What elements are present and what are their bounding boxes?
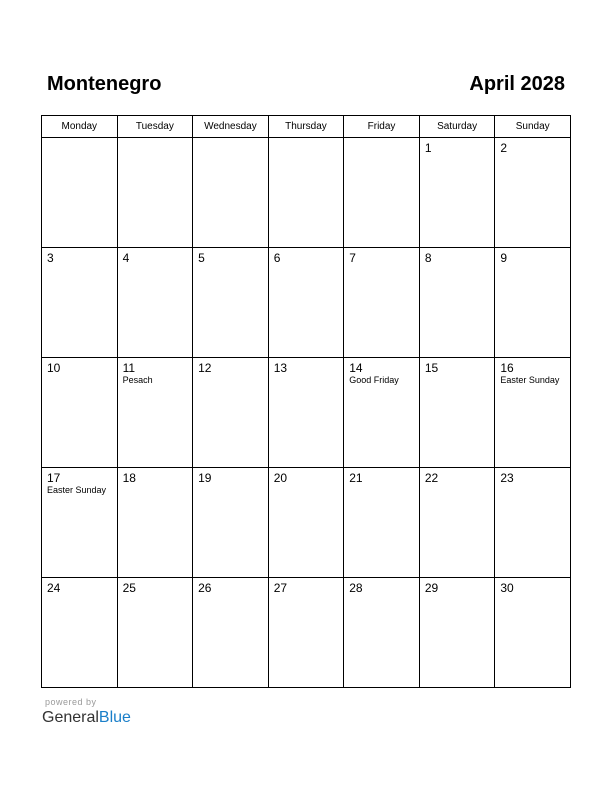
week-row [42,358,571,468]
weekday-header: Thursday [268,116,344,138]
holiday-label: Easter Sunday [500,375,560,385]
day-number: 17 [47,471,61,485]
day-cell [419,358,495,468]
day-number: 6 [273,251,281,265]
day-cell [344,138,420,248]
powered-by-text: powered by [45,697,97,707]
day-cell [419,468,495,578]
footer-branding [42,697,131,728]
country-title: Montenegro [47,73,162,95]
day-cell [193,578,269,688]
day-cell [419,578,495,688]
day-cell [117,138,193,248]
day-cell [344,358,420,468]
day-cell [117,358,193,468]
day-number: 24 [47,581,61,595]
day-number: 16 [500,361,514,375]
day-cell [268,138,344,248]
day-cell [495,358,571,468]
day-cell [344,578,420,688]
brand-name-blue: Blue [98,709,131,726]
day-number: 18 [122,471,136,485]
weekday-header-row [42,116,571,138]
day-number: 3 [47,251,54,265]
day-cell [193,248,269,358]
day-number: 15 [424,361,439,375]
day-cell [117,578,193,688]
month-year-title: April 2028 [469,73,565,95]
day-cell [268,468,344,578]
day-number: 14 [349,361,363,375]
weekday-header: Monday [42,116,118,138]
day-number: 28 [349,581,363,595]
brand-logo [42,708,131,728]
day-cell [193,468,269,578]
holiday-label: Pesach [122,375,153,385]
day-number: 13 [273,361,288,375]
day-cell [193,138,269,248]
day-number: 4 [122,251,130,265]
calendar-grid [41,115,571,688]
week-row [42,248,571,358]
week-row [42,578,571,688]
day-number: 27 [273,581,288,595]
day-number: 30 [500,581,514,595]
day-number: 2 [500,141,508,155]
day-number: 8 [424,251,432,265]
day-number: 1 [424,141,432,155]
day-number: 19 [198,471,212,485]
weekday-header: Saturday [419,116,495,138]
day-cell [419,248,495,358]
holiday-label: Good Friday [349,375,399,385]
day-number: 23 [500,471,514,485]
day-cell [117,248,193,358]
day-cell [419,138,495,248]
day-number: 12 [198,361,212,375]
day-cell [268,248,344,358]
day-cell [268,358,344,468]
day-number: 29 [424,581,439,595]
day-cell [42,138,118,248]
day-cell [344,248,420,358]
day-number: 22 [424,471,439,485]
day-cell [495,248,571,358]
day-cell [42,578,118,688]
day-number: 25 [122,581,136,595]
day-cell [495,578,571,688]
weekday-header: Friday [344,116,420,138]
day-cell [495,138,571,248]
day-number: 26 [198,581,212,595]
day-cell [42,468,118,578]
weekday-header: Wednesday [193,116,269,138]
weekday-header: Tuesday [117,116,193,138]
day-cell [42,358,118,468]
day-number: 5 [198,251,205,265]
day-number: 11 [122,361,136,375]
day-cell [42,248,118,358]
day-number: 21 [349,471,363,485]
week-row [42,138,571,248]
day-cell [268,578,344,688]
day-cell [495,468,571,578]
week-row [42,468,571,578]
day-cell [117,468,193,578]
weekday-header: Sunday [495,116,571,138]
day-cell [344,468,420,578]
day-number: 20 [273,471,288,485]
brand-name-general: General [42,709,99,726]
day-cell [193,358,269,468]
day-number: 9 [500,251,508,265]
day-number: 7 [349,251,356,265]
holiday-label: Easter Sunday [47,485,107,495]
day-number: 10 [47,361,61,375]
